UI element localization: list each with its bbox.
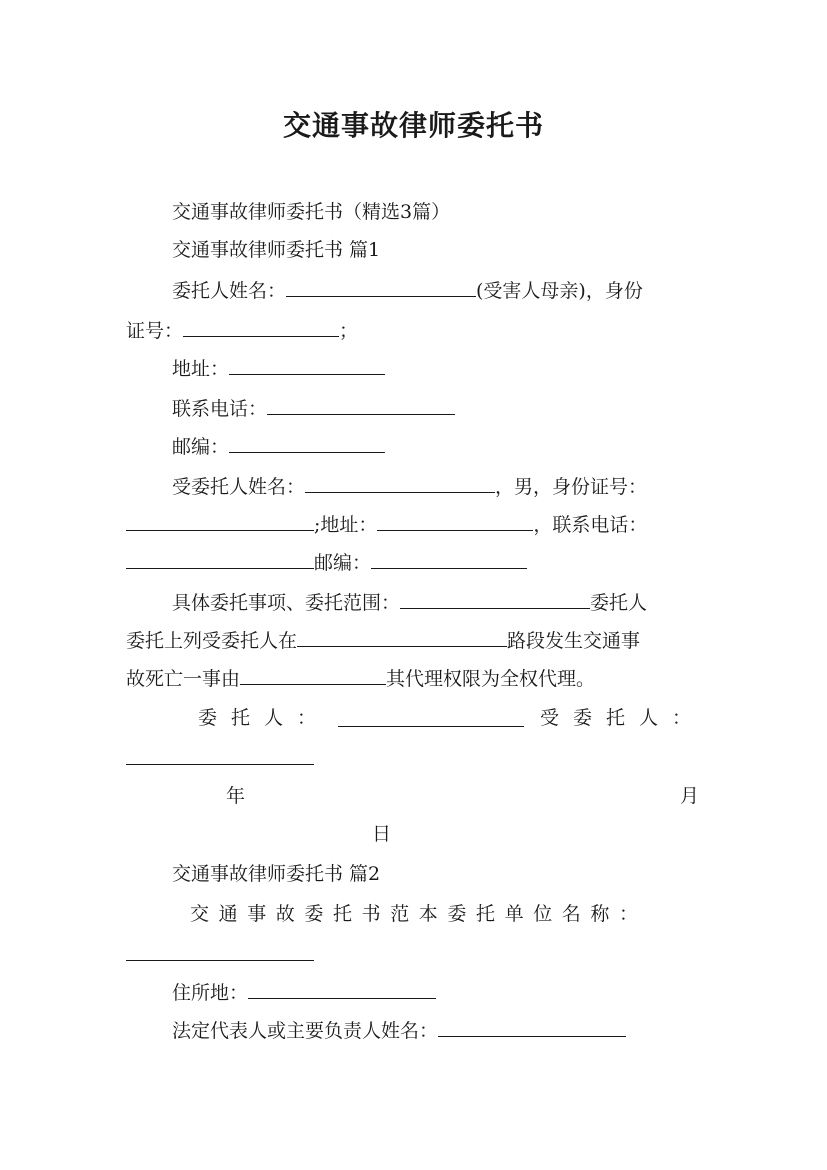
date-day: 日	[372, 823, 392, 845]
agent-postcode-blank	[371, 550, 527, 569]
unit-name-blank	[126, 942, 314, 961]
agent-phone-label: ，联系电话：	[533, 514, 648, 536]
scope-line2-start: 委托上列受委托人在	[126, 630, 298, 652]
address-label: 地址：	[172, 358, 230, 380]
sign-client-blank	[338, 708, 524, 727]
client-id-line	[126, 318, 358, 343]
scope-line2-end: 路段发生交通事	[507, 630, 641, 652]
agent-id-blank	[126, 512, 314, 531]
subtitle: 交通事故律师委托书（精选3篇）	[172, 201, 451, 223]
date-year: 年	[226, 785, 246, 807]
date-month: 月	[680, 785, 700, 807]
agent-address-label: ;地址：	[314, 514, 378, 536]
agent-name-line	[172, 474, 647, 499]
scope-blank	[400, 590, 590, 609]
postcode-line	[172, 434, 385, 459]
address-blank	[229, 356, 385, 375]
legal-rep-label: 法定代表人或主要负责人姓名：	[172, 1020, 439, 1042]
legal-rep-blank	[438, 1018, 626, 1037]
scope-line3-start: 故死亡一事由	[126, 668, 241, 690]
client-id-blank	[183, 318, 339, 337]
phone-blank	[267, 396, 455, 415]
agent-name-blank	[305, 474, 495, 493]
road-section-blank	[297, 628, 507, 647]
part1-heading: 交通事故律师委托书 篇1	[172, 239, 381, 261]
client-id-end: ；	[339, 320, 359, 342]
client-name-blank	[286, 278, 476, 297]
sign-agent-blank	[126, 746, 314, 765]
postcode-label: 邮编：	[172, 436, 230, 458]
part2-line1: 交通事故委托书范本委托单位名称：	[190, 903, 648, 925]
agent-phone-line	[126, 550, 527, 575]
scope-line1	[172, 590, 647, 615]
document-title: 交通事故律师委托书	[282, 109, 544, 142]
client-name-line	[172, 278, 643, 303]
client-name-label: 委托人姓名：	[172, 280, 287, 302]
postcode-blank	[229, 434, 385, 453]
residence-blank	[248, 980, 436, 999]
agent-id-line	[126, 512, 647, 537]
address-line	[172, 356, 385, 381]
phone-line	[172, 396, 455, 421]
reason-blank	[240, 666, 386, 685]
agent-phone-blank	[126, 550, 314, 569]
agent-name-label: 受委托人姓名：	[172, 476, 306, 498]
scope-line3-end: 其代理权限为全权代理。	[386, 668, 596, 690]
agent-address-blank	[377, 512, 533, 531]
part2-heading: 交通事故律师委托书 篇2	[172, 863, 381, 885]
agent-postcode-label: 邮编：	[314, 552, 372, 574]
agent-gender: ，男，身份证号：	[495, 476, 648, 498]
client-name-note: (受害人母亲)，身份	[476, 280, 643, 302]
scope-line3	[126, 666, 595, 691]
residence-label: 住所地：	[172, 982, 249, 1004]
legal-rep-line	[172, 1018, 626, 1043]
scope-label: 具体委托事项、委托范围：	[172, 592, 401, 614]
scope-line2	[126, 628, 640, 653]
sign-client: 委托人：	[198, 707, 331, 729]
sign-agent: 受委托人：	[540, 707, 706, 729]
residence-line	[172, 980, 436, 1005]
client-id-label: 证号：	[126, 320, 184, 342]
scope-tail: 委托人	[590, 592, 648, 614]
phone-label: 联系电话：	[172, 398, 268, 420]
